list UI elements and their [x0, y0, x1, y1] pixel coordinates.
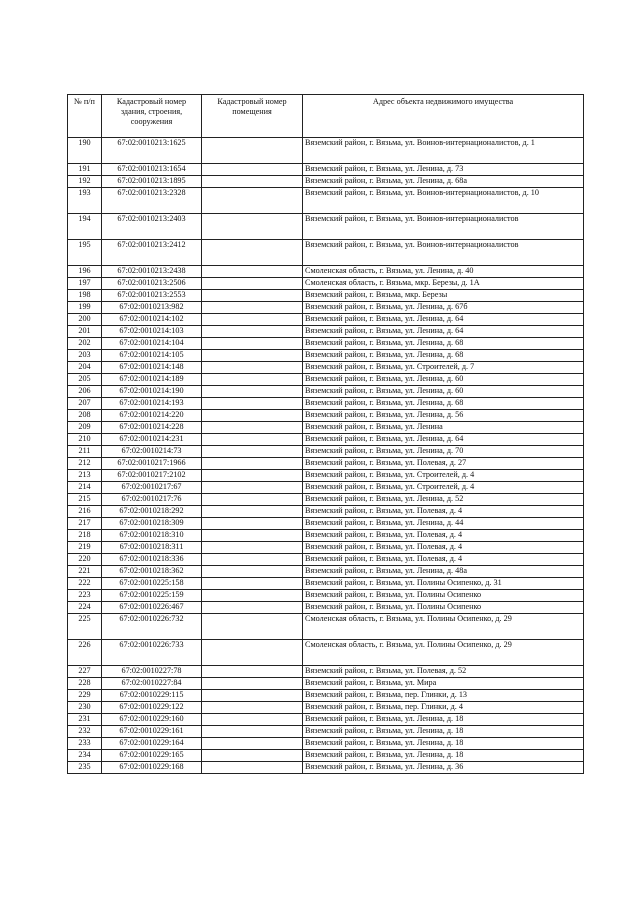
property-address: Вяземский район, г. Вязьма, ул. Ленина, д. 64	[303, 434, 584, 446]
row-number: 206	[68, 386, 102, 398]
building-cadastral-number: 67:02:0010213:2506	[102, 278, 202, 290]
row-number: 194	[68, 214, 102, 240]
property-address: Вяземский район, г. Вязьма, ул. Полины Осипенко	[303, 590, 584, 602]
table-row	[68, 398, 584, 410]
room-cadastral-number	[202, 726, 303, 738]
room-cadastral-number	[202, 640, 303, 666]
row-number: 227	[68, 666, 102, 678]
room-cadastral-number	[202, 374, 303, 386]
building-cadastral-number: 67:02:0010214:220	[102, 410, 202, 422]
building-cadastral-number: 67:02:0010229:122	[102, 702, 202, 714]
property-address: Смоленская область, г. Вязьма, ул. Полины Осипенко, д. 29	[303, 614, 584, 640]
row-number: 225	[68, 614, 102, 640]
table-row	[68, 188, 584, 214]
room-cadastral-number	[202, 494, 303, 506]
room-cadastral-number	[202, 302, 303, 314]
table-row	[68, 374, 584, 386]
building-cadastral-number: 67:02:0010229:168	[102, 762, 202, 774]
room-cadastral-number	[202, 578, 303, 590]
property-address: Вяземский район, г. Вязьма, ул. Ленина, д. 60	[303, 386, 584, 398]
property-address: Вяземский район, г. Вязьма, ул. Ленина, д. 18	[303, 750, 584, 762]
building-cadastral-number: 67:02:0010227:78	[102, 666, 202, 678]
room-cadastral-number	[202, 690, 303, 702]
room-cadastral-number	[202, 422, 303, 434]
room-cadastral-number	[202, 410, 303, 422]
table-row	[68, 566, 584, 578]
header-building-cadastral: Кадастровый номер здания, строения, сооружения	[102, 95, 202, 138]
room-cadastral-number	[202, 750, 303, 762]
table-row	[68, 614, 584, 640]
property-address: Вяземский район, г. Вязьма, ул. Полины Осипенко, д. 31	[303, 578, 584, 590]
table-row	[68, 750, 584, 762]
table-row	[68, 518, 584, 530]
table-row	[68, 530, 584, 542]
row-number: 195	[68, 240, 102, 266]
building-cadastral-number: 67:02:0010218:309	[102, 518, 202, 530]
table-row	[68, 164, 584, 176]
property-address: Вяземский район, г. Вязьма, ул. Ленина	[303, 422, 584, 434]
row-number: 201	[68, 326, 102, 338]
property-address: Вяземский район, г. Вязьма, ул. Строителей, д. 7	[303, 362, 584, 374]
property-address: Вяземский район, г. Вязьма, ул. Мира	[303, 678, 584, 690]
row-number: 223	[68, 590, 102, 602]
room-cadastral-number	[202, 678, 303, 690]
table-row	[68, 176, 584, 188]
property-address: Вяземский район, г. Вязьма, ул. Ленина, д. 36	[303, 762, 584, 774]
building-cadastral-number: 67:02:0010214:193	[102, 398, 202, 410]
building-cadastral-number: 67:02:0010229:164	[102, 738, 202, 750]
room-cadastral-number	[202, 714, 303, 726]
table-row	[68, 266, 584, 278]
row-number: 210	[68, 434, 102, 446]
building-cadastral-number: 67:02:0010229:165	[102, 750, 202, 762]
property-address: Вяземский район, г. Вязьма, ул. Ленина, д. 64	[303, 326, 584, 338]
building-cadastral-number: 67:02:0010217:1966	[102, 458, 202, 470]
table-row	[68, 762, 584, 774]
table-row	[68, 386, 584, 398]
table-row	[68, 738, 584, 750]
room-cadastral-number	[202, 702, 303, 714]
property-address: Вяземский район, г. Вязьма, ул. Воинов-интернационалистов, д. 10	[303, 188, 584, 214]
property-address: Вяземский район, г. Вязьма, ул. Полевая, д. 4	[303, 554, 584, 566]
building-cadastral-number: 67:02:0010214:103	[102, 326, 202, 338]
room-cadastral-number	[202, 266, 303, 278]
row-number: 222	[68, 578, 102, 590]
table-body	[68, 138, 584, 774]
room-cadastral-number	[202, 176, 303, 188]
property-address: Вяземский район, г. Вязьма, ул. Ленина, д. 68а	[303, 176, 584, 188]
property-address: Вяземский район, г. Вязьма, ул. Ленина, д. 68	[303, 350, 584, 362]
building-cadastral-number: 67:02:0010213:1654	[102, 164, 202, 176]
table-row	[68, 602, 584, 614]
room-cadastral-number	[202, 362, 303, 374]
row-number: 216	[68, 506, 102, 518]
building-cadastral-number: 67:02:0010229:115	[102, 690, 202, 702]
property-address: Вяземский район, г. Вязьма, ул. Ленина, д. 44	[303, 518, 584, 530]
table-row	[68, 678, 584, 690]
room-cadastral-number	[202, 738, 303, 750]
property-address: Вяземский район, г. Вязьма, ул. Ленина, д. 18	[303, 726, 584, 738]
property-address: Вяземский район, г. Вязьма, ул. Полевая, д. 4	[303, 530, 584, 542]
row-number: 211	[68, 446, 102, 458]
table-row	[68, 702, 584, 714]
table-row	[68, 482, 584, 494]
room-cadastral-number	[202, 590, 303, 602]
table-row	[68, 726, 584, 738]
property-address: Вяземский район, г. Вязьма, ул. Полевая, д. 4	[303, 506, 584, 518]
table-row	[68, 338, 584, 350]
building-cadastral-number: 67:02:0010214:102	[102, 314, 202, 326]
room-cadastral-number	[202, 314, 303, 326]
room-cadastral-number	[202, 614, 303, 640]
row-number: 209	[68, 422, 102, 434]
row-number: 196	[68, 266, 102, 278]
property-address: Вяземский район, г. Вязьма, ул. Строителей, д. 4	[303, 482, 584, 494]
table-row	[68, 240, 584, 266]
table-row	[68, 410, 584, 422]
row-number: 200	[68, 314, 102, 326]
row-number: 197	[68, 278, 102, 290]
room-cadastral-number	[202, 530, 303, 542]
property-address: Вяземский район, г. Вязьма, мкр. Березы	[303, 290, 584, 302]
table-row	[68, 542, 584, 554]
table-row	[68, 362, 584, 374]
building-cadastral-number: 67:02:0010214:231	[102, 434, 202, 446]
property-address: Вяземский район, г. Вязьма, ул. Ленина, д. 52	[303, 494, 584, 506]
property-address: Вяземский район, г. Вязьма, ул. Ленина, д. 67б	[303, 302, 584, 314]
room-cadastral-number	[202, 214, 303, 240]
row-number: 228	[68, 678, 102, 690]
property-address: Вяземский район, г. Вязьма, ул. Полевая, д. 4	[303, 542, 584, 554]
property-address: Вяземский район, г. Вязьма, ул. Ленина, д. 68	[303, 398, 584, 410]
room-cadastral-number	[202, 554, 303, 566]
building-cadastral-number: 67:02:0010214:73	[102, 446, 202, 458]
building-cadastral-number: 67:02:0010214:228	[102, 422, 202, 434]
property-address: Смоленская область, г. Вязьма, ул. Ленина, д. 40	[303, 266, 584, 278]
row-number: 229	[68, 690, 102, 702]
room-cadastral-number	[202, 762, 303, 774]
row-number: 233	[68, 738, 102, 750]
building-cadastral-number: 67:02:0010214:104	[102, 338, 202, 350]
room-cadastral-number	[202, 482, 303, 494]
property-address: Вяземский район, г. Вязьма, ул. Ленина, д. 48а	[303, 566, 584, 578]
row-number: 202	[68, 338, 102, 350]
room-cadastral-number	[202, 506, 303, 518]
table-row	[68, 494, 584, 506]
room-cadastral-number	[202, 470, 303, 482]
row-number: 230	[68, 702, 102, 714]
row-number: 214	[68, 482, 102, 494]
room-cadastral-number	[202, 434, 303, 446]
row-number: 221	[68, 566, 102, 578]
table-row	[68, 470, 584, 482]
room-cadastral-number	[202, 326, 303, 338]
row-number: 218	[68, 530, 102, 542]
building-cadastral-number: 67:02:0010214:148	[102, 362, 202, 374]
table-row	[68, 690, 584, 702]
row-number: 208	[68, 410, 102, 422]
row-number: 191	[68, 164, 102, 176]
room-cadastral-number	[202, 138, 303, 164]
row-number: 203	[68, 350, 102, 362]
row-number: 231	[68, 714, 102, 726]
property-address: Вяземский район, г. Вязьма, ул. Ленина, д. 73	[303, 164, 584, 176]
row-number: 217	[68, 518, 102, 530]
table-row	[68, 714, 584, 726]
building-cadastral-number: 67:02:0010218:362	[102, 566, 202, 578]
room-cadastral-number	[202, 278, 303, 290]
row-number: 235	[68, 762, 102, 774]
property-address: Вяземский район, г. Вязьма, ул. Ленина, д. 18	[303, 738, 584, 750]
header-num: № п/п	[68, 95, 102, 138]
building-cadastral-number: 67:02:0010213:2438	[102, 266, 202, 278]
property-address: Вяземский район, г. Вязьма, ул. Ленина, д. 64	[303, 314, 584, 326]
property-address: Вяземский район, г. Вязьма, ул. Ленина, д. 68	[303, 338, 584, 350]
property-address: Вяземский район, г. Вязьма, ул. Воинов-интернационалистов	[303, 240, 584, 266]
building-cadastral-number: 67:02:0010213:1895	[102, 176, 202, 188]
table-row	[68, 506, 584, 518]
table-row	[68, 290, 584, 302]
table-row	[68, 350, 584, 362]
room-cadastral-number	[202, 542, 303, 554]
row-number: 213	[68, 470, 102, 482]
building-cadastral-number: 67:02:0010226:732	[102, 614, 202, 640]
building-cadastral-number: 67:02:0010217:76	[102, 494, 202, 506]
table-row	[68, 138, 584, 164]
room-cadastral-number	[202, 398, 303, 410]
room-cadastral-number	[202, 290, 303, 302]
building-cadastral-number: 67:02:0010225:159	[102, 590, 202, 602]
row-number: 204	[68, 362, 102, 374]
property-address: Вяземский район, г. Вязьма, ул. Ленина, д. 18	[303, 714, 584, 726]
row-number: 198	[68, 290, 102, 302]
building-cadastral-number: 67:02:0010214:105	[102, 350, 202, 362]
table-row	[68, 278, 584, 290]
row-number: 212	[68, 458, 102, 470]
table-header	[68, 95, 584, 138]
table-row	[68, 640, 584, 666]
building-cadastral-number: 67:02:0010229:161	[102, 726, 202, 738]
property-address: Вяземский район, г. Вязьма, пер. Глинки, д. 13	[303, 690, 584, 702]
room-cadastral-number	[202, 240, 303, 266]
property-address: Смоленская область, г. Вязьма, ул. Полины Осипенко, д. 29	[303, 640, 584, 666]
room-cadastral-number	[202, 386, 303, 398]
table-row	[68, 434, 584, 446]
room-cadastral-number	[202, 446, 303, 458]
building-cadastral-number: 67:02:0010218:310	[102, 530, 202, 542]
row-number: 190	[68, 138, 102, 164]
row-number: 192	[68, 176, 102, 188]
property-address: Смоленская область, г. Вязьма, мкр. Березы, д. 1А	[303, 278, 584, 290]
table-row	[68, 458, 584, 470]
property-address: Вяземский район, г. Вязьма, ул. Воинов-интернационалистов, д. 1	[303, 138, 584, 164]
property-address: Вяземский район, г. Вязьма, ул. Полевая, д. 52	[303, 666, 584, 678]
row-number: 224	[68, 602, 102, 614]
room-cadastral-number	[202, 566, 303, 578]
row-number: 193	[68, 188, 102, 214]
row-number: 207	[68, 398, 102, 410]
room-cadastral-number	[202, 188, 303, 214]
building-cadastral-number: 67:02:0010218:311	[102, 542, 202, 554]
room-cadastral-number	[202, 458, 303, 470]
table-row	[68, 590, 584, 602]
room-cadastral-number	[202, 518, 303, 530]
room-cadastral-number	[202, 164, 303, 176]
building-cadastral-number: 67:02:0010213:1625	[102, 138, 202, 164]
property-address: Вяземский район, г. Вязьма, ул. Строителей, д. 4	[303, 470, 584, 482]
building-cadastral-number: 67:02:0010213:2403	[102, 214, 202, 240]
building-cadastral-number: 67:02:0010225:158	[102, 578, 202, 590]
property-address: Вяземский район, г. Вязьма, ул. Воинов-интернационалистов	[303, 214, 584, 240]
row-number: 226	[68, 640, 102, 666]
row-number: 205	[68, 374, 102, 386]
table-row	[68, 446, 584, 458]
row-number: 232	[68, 726, 102, 738]
table-row	[68, 554, 584, 566]
building-cadastral-number: 67:02:0010218:336	[102, 554, 202, 566]
building-cadastral-number: 67:02:0010214:189	[102, 374, 202, 386]
room-cadastral-number	[202, 602, 303, 614]
table-row	[68, 666, 584, 678]
building-cadastral-number: 67:02:0010213:2412	[102, 240, 202, 266]
table-row	[68, 302, 584, 314]
property-address: Вяземский район, г. Вязьма, ул. Полины Осипенко	[303, 602, 584, 614]
room-cadastral-number	[202, 666, 303, 678]
property-address: Вяземский район, г. Вязьма, ул. Ленина, д. 60	[303, 374, 584, 386]
building-cadastral-number: 67:02:0010218:292	[102, 506, 202, 518]
property-table	[67, 94, 584, 774]
table-row	[68, 422, 584, 434]
building-cadastral-number: 67:02:0010217:67	[102, 482, 202, 494]
property-address: Вяземский район, г. Вязьма, пер. Глинки, д. 4	[303, 702, 584, 714]
table-row	[68, 214, 584, 240]
building-cadastral-number: 67:02:0010213:2328	[102, 188, 202, 214]
property-address: Вяземский район, г. Вязьма, ул. Ленина, д. 70	[303, 446, 584, 458]
building-cadastral-number: 67:02:0010226:733	[102, 640, 202, 666]
row-number: 220	[68, 554, 102, 566]
table-row	[68, 578, 584, 590]
building-cadastral-number: 67:02:0010227:84	[102, 678, 202, 690]
building-cadastral-number: 67:02:0010213:2553	[102, 290, 202, 302]
room-cadastral-number	[202, 350, 303, 362]
building-cadastral-number: 67:02:0010226:467	[102, 602, 202, 614]
table-row	[68, 326, 584, 338]
header-row	[68, 95, 584, 138]
row-number: 199	[68, 302, 102, 314]
row-number: 234	[68, 750, 102, 762]
room-cadastral-number	[202, 338, 303, 350]
property-address: Вяземский район, г. Вязьма, ул. Полевая, д. 27	[303, 458, 584, 470]
building-cadastral-number: 67:02:0010229:160	[102, 714, 202, 726]
building-cadastral-number: 67:02:0010214:190	[102, 386, 202, 398]
header-room-cadastral: Кадастровый номер помещения	[202, 95, 303, 138]
table-row	[68, 314, 584, 326]
building-cadastral-number: 67:02:0010213:982	[102, 302, 202, 314]
header-address: Адрес объекта недвижимого имущества	[303, 95, 584, 138]
building-cadastral-number: 67:02:0010217:2102	[102, 470, 202, 482]
row-number: 219	[68, 542, 102, 554]
row-number: 215	[68, 494, 102, 506]
property-address: Вяземский район, г. Вязьма, ул. Ленина, д. 56	[303, 410, 584, 422]
